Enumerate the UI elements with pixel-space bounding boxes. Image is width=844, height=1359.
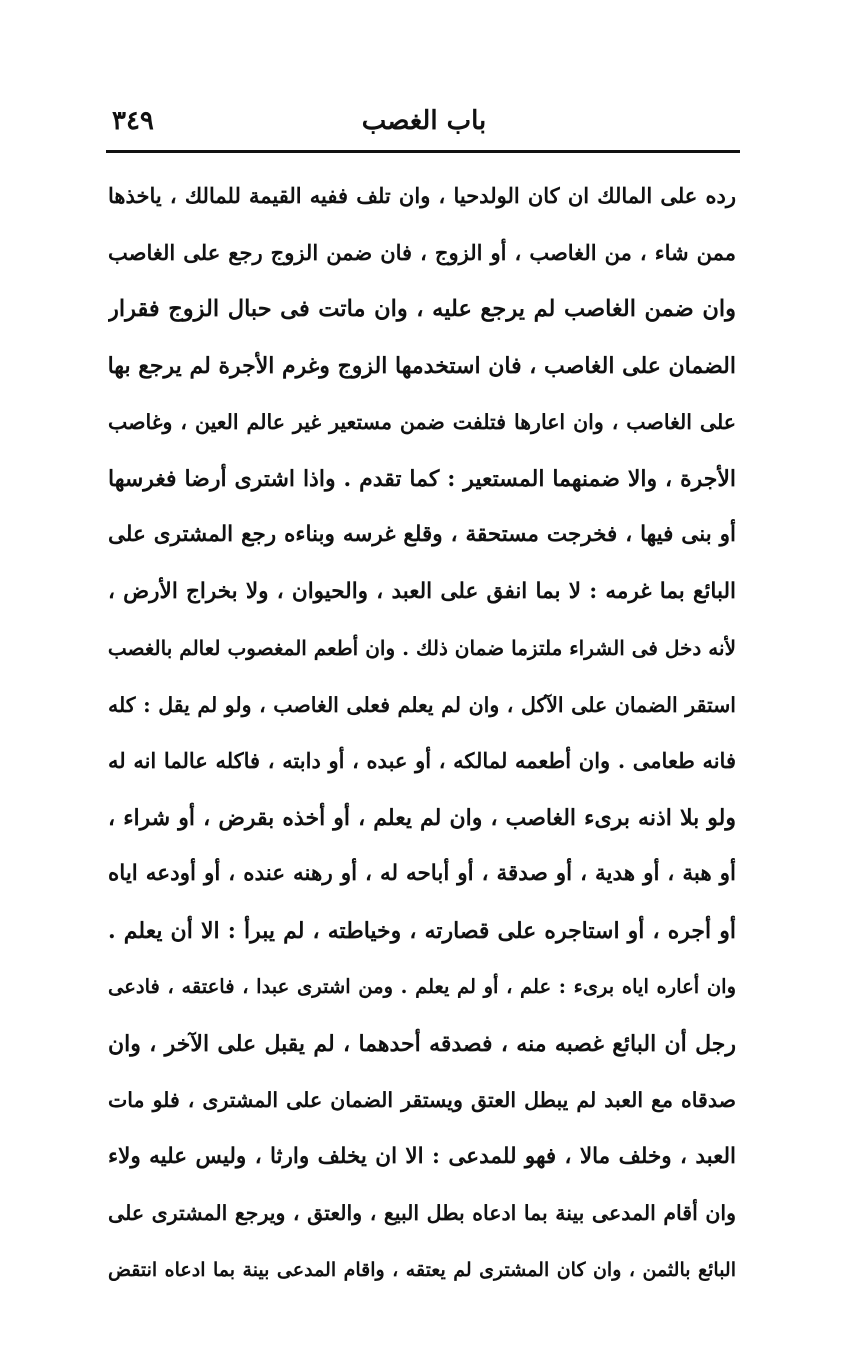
text-line: رده على المالك ان كان الولدحيا ، وان تلف ففيه القيمة للمالك ، ياخذها [108, 183, 736, 208]
text-line: البائع بالثمن ، وان كان المشترى لم يعتقه ، واقام المدعى بينة بما ادعاه انتقض [108, 1258, 736, 1281]
text-line: وان أعاره اياه برىء : علم ، أو لم يعلم . ومن اشترى عبدا ، فاعتقه ، فادعى [108, 975, 736, 998]
text-line: رجل أن البائع غصبه منه ، فصدقه أحدهما ، لم يقبل على الآخر ، وان [108, 1030, 736, 1057]
text-line: وان ضمن الغاصب لم يرجع عليه ، وان ماتت فى حبال الزوج فقرار [108, 296, 736, 322]
text-line: وان أقام المدعى بينة بما ادعاه بطل البيع ، والعتق ، ويرجع المشترى على [108, 1201, 736, 1225]
text-line: العبد ، وخلف مالا ، فهو للمدعى : الا ان يخلف وارثا ، وليس عليه ولاء [108, 1143, 736, 1169]
text-line: لأنه دخل فى الشراء ملتزما ضمان ذلك . وان أطعم المغصوب لعالم بالغصب [108, 636, 736, 660]
text-line: البائع بما غرمه : لا بما انفق على العبد ، والحيوان ، ولا بخراج الأرض ، [108, 578, 736, 604]
text-line: أو هبة ، أو هدية ، أو صدقة ، أو أباحه له ، أو رهنه عنده ، أو أودعه اياه [108, 861, 736, 886]
page-number: ٣٤٩ [112, 106, 154, 136]
text-line: فانه طعامى . وان أطعمه لمالكه ، أو عبده ، أو دابته ، فاكله عالما انه له [108, 748, 736, 773]
chapter-title: باب الغصب [361, 106, 487, 136]
text-line: ممن شاء ، من الغاصب ، أو الزوج ، فان ضمن الزوج رجع على الغاصب [108, 239, 736, 265]
header-rule [106, 150, 740, 153]
text-line: صدقاه مع العبد لم يبطل العتق ويستقر الضمان على المشترى ، فلو مات [108, 1088, 736, 1112]
text-line: أو بنى فيها ، فخرجت مستحقة ، وقلع غرسه وبناءه رجع المشترى على [108, 522, 736, 547]
text-line: الضمان على الغاصب ، فان استخدمها الزوج وغرم الأجرة لم يرجع بها [108, 352, 736, 379]
running-header [112, 106, 736, 146]
text-line: الأجرة ، والا ضمنهما المستعير : كما تقدم . واذا اشترى أرضا فغرسها [108, 465, 736, 492]
text-line: ولو بلا اذنه برىء الغاصب ، وان لم يعلم ، أو أخذه بقرض ، أو شراء ، [108, 804, 736, 831]
text-line: أو أجره ، أو استاجره على قصارته ، وخياطته ، لم يبرأ : الا أن يعلم . [108, 917, 736, 944]
text-line: استقر الضمان على الآكل ، وان لم يعلم فعلى الغاصب ، ولو لم يقل : كله [108, 692, 736, 717]
text-line: على الغاصب ، وان اعارها فتلفت ضمن مستعير غير عالم العين ، وغاصب [108, 410, 736, 434]
body-text [108, 168, 736, 1298]
